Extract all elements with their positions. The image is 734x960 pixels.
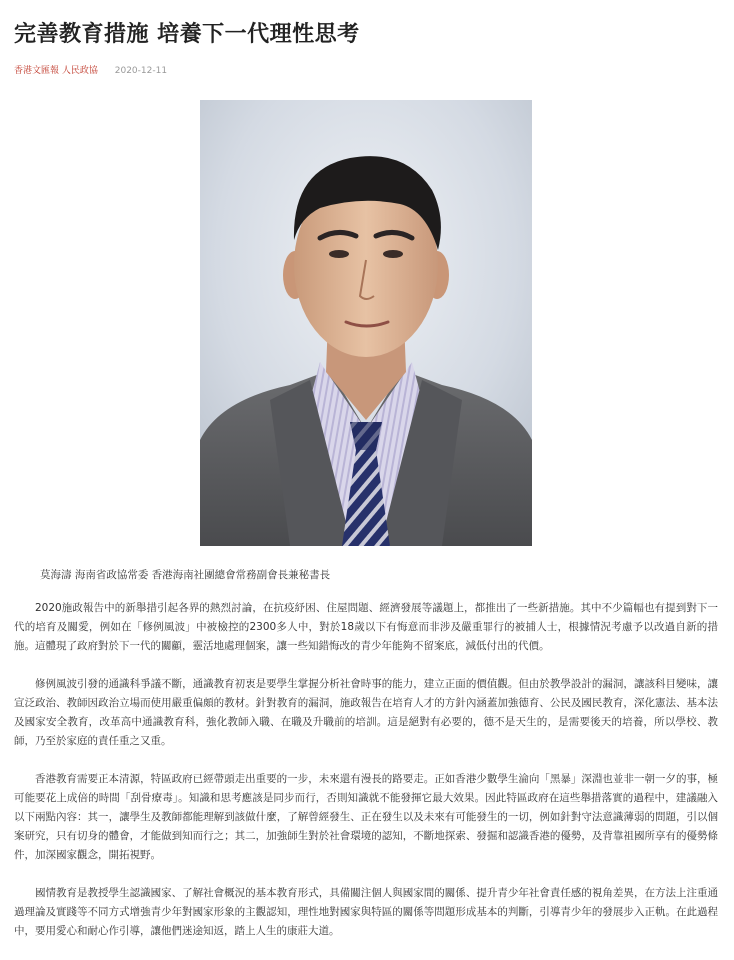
photo-caption: 莫海濤 海南省政協常委 香港海南社團總會常務副會長兼秘書長 [40,569,331,581]
paragraph-3: 香港教育需要正本清源，特區政府已經帶頭走出重要的一步，未來還有漫長的路要走。正如香港少數學生淪向「黑暴」深淵也並非一朝一夕的事，極可能要花上成倍的時間「刮骨療毒」。知識和思考應該是同步而行，否則知識就不能發揮它最大效果。因此特區政府在這些舉措落實的過程中，建議融入以下兩點內容：其一，讓學生及教師都能理解到該做什麼，了解曾經發生、正在發生以及未來有可能發生的一切，例如針對守法意識薄弱的問題，引以個案研究，只有切身的體會，才能做到知而行之；其二，加強師生對於社會環境的認知，不斷地探索、發掘和認識香港的優勢，及背靠祖國所享有的優勢條件，加深國家觀念，開拓視野。 [14,773,718,861]
article-meta [14,64,167,78]
paragraph-4: 國情教育是教授學生認識國家、了解社會概況的基本教育形式，具備關注個人與國家間的關係、提升青少年社會責任感的視角差異，在方法上注重通過理論及實踐等不同方式增強青少年對國家形象的主觀認知，理性地對國家與特區的關係等問題形成基本的判斷，引導青少年的發展步入正軌。在此過程中，要用愛心和耐心作引導，讓他們迷途知返，踏上人生的康莊大道。 [14,887,718,937]
publish-date: 2020-12-11 [114,66,168,76]
article-title: 完善教育措施 培養下一代理性思考 [14,22,360,47]
article-body [14,599,718,960]
source-link[interactable]: 香港文匯報 人民政協 [14,66,98,76]
portrait-photo [200,100,532,546]
paragraph-1: 2020施政報告中的新舉措引起各界的熱烈討論，在抗疫紓困、住屋問題、經濟發展等議題上，都推出了一些新措施。其中不少篇幅也有提到對下一代的培育及關愛，例如在「修例風波」中被檢控的2300多人中，對於18歲以下有悔意而非涉及嚴重罪行的被捕人士，根據情況考慮予以改過自新的措施。這體現了政府對於下一代的關顧，靈活地處理個案，讓一些知錯悔改的青少年能夠不留案底，減低付出的代價。 [14,602,718,652]
paragraph-2: 修例風波引發的通識科爭議不斷，通識教育初衷是要學生掌握分析社會時事的能力，建立正面的價值觀。但由於教學設計的漏洞，讓該科目變味，讓宣泛政治、教師因政治立場而使用嚴重偏頗的教材。針對教育的漏洞，施政報告在培育人才的方針內涵蓋加強德育、公民及國民教育，深化憲法、基本法及國家安全教育，改革高中通識教育科，強化教師入職、在職及升職前的培訓。這是絕對有必要的，德不是天生的，是需要後天的培養，所以學校、教師，乃至於家庭的責任重之又重。 [14,678,718,747]
